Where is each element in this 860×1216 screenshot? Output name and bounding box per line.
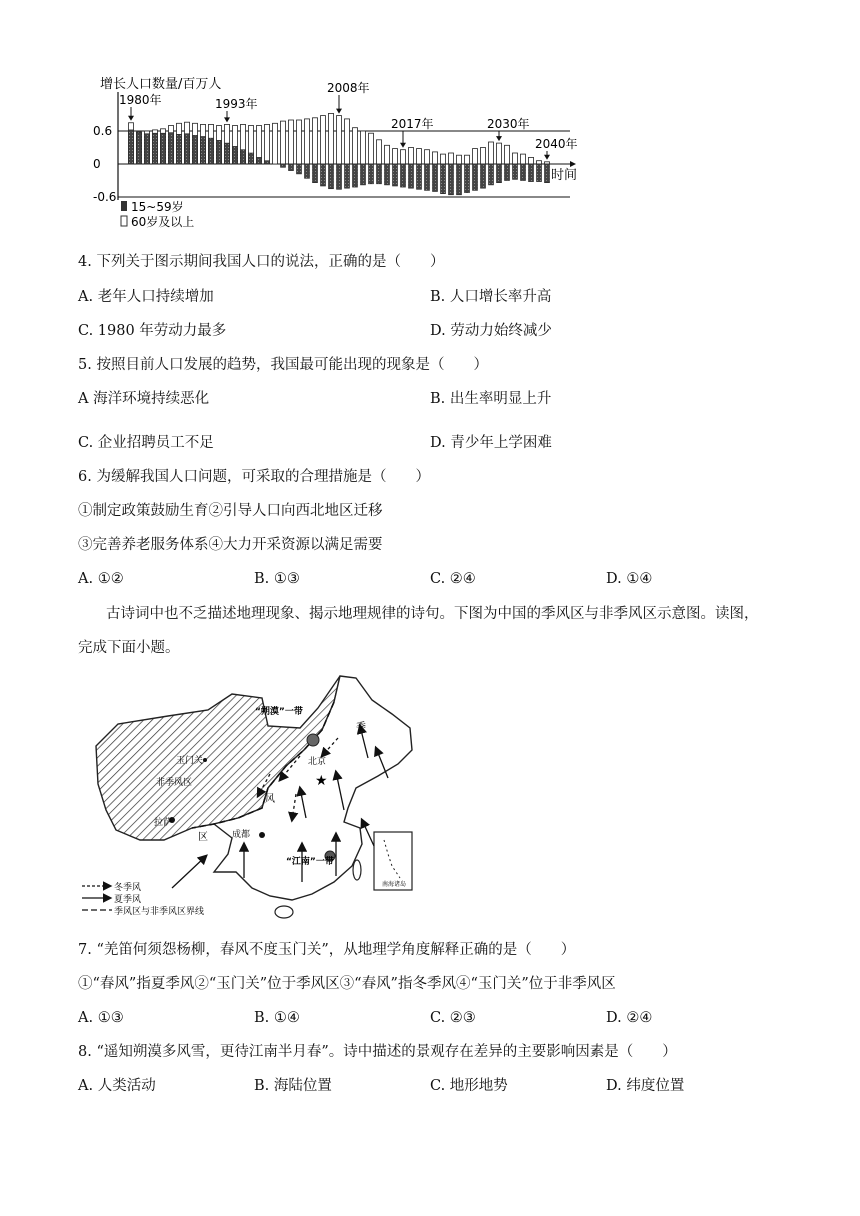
bar-elderly [409, 148, 414, 165]
bar-elderly [465, 155, 470, 164]
bar-working-age [377, 164, 382, 184]
y-tick-label: -0.6 [93, 190, 117, 204]
q6-statement-line2: ③完善养老服务体系④大力开采资源以满足需要 [78, 537, 383, 553]
bar-working-age [361, 164, 366, 185]
bar-working-age [457, 164, 462, 195]
q5-option-a[interactable]: A 海洋环境持续恶化 [78, 391, 210, 407]
bar-elderly [545, 162, 550, 164]
bar-elderly [321, 116, 326, 164]
q6-option-d[interactable]: D. ①④ [606, 571, 653, 587]
bar-elderly [385, 145, 390, 164]
q8-option-d[interactable]: D. 纬度位置 [606, 1078, 685, 1094]
bar-working-age [529, 164, 534, 182]
bar-elderly [417, 149, 422, 164]
bar-working-age [441, 164, 446, 194]
q4-option-a[interactable]: A. 老年人口持续增加 [78, 289, 214, 305]
beijing-star-icon: ★ [315, 773, 328, 789]
q8-option-b[interactable]: B. 海陆位置 [254, 1078, 332, 1094]
label-feng: 风 [265, 794, 275, 805]
q5-stem: 5. 按照目前人口发展的趋势，我国最可能出现的现象是（ ） [78, 357, 488, 373]
bar-elderly [353, 128, 358, 164]
q5-option-d[interactable]: D. 青少年上学困难 [430, 435, 552, 451]
annotation-arrowhead [128, 116, 134, 121]
inset-label: 南海诸岛 [382, 881, 407, 888]
label-jiangnan: “江南”一带 [286, 857, 334, 867]
annotation-arrowhead [400, 143, 406, 148]
bar-working-age [185, 134, 190, 164]
q4-option-b[interactable]: B. 人口增长率升高 [430, 289, 552, 305]
label-chengdu: 成都 [232, 830, 251, 840]
bar-working-age [297, 164, 302, 174]
bar-working-age [161, 133, 166, 164]
map-legend [82, 881, 204, 917]
q6-option-b[interactable]: B. ①③ [254, 571, 300, 587]
bar-working-age [449, 164, 454, 195]
legend-swatch-elderly [121, 216, 127, 226]
bar-elderly [521, 154, 526, 164]
bar-elderly [289, 120, 294, 164]
intro-line1: 古诗词中也不乏描述地理现象、揭示地理规律的诗句。下图为中国的季风区与非季风区示意图。读图， [106, 606, 759, 622]
q5-option-b[interactable]: B. 出生率明显上升 [430, 391, 552, 407]
q6-option-c[interactable]: C. ②④ [430, 571, 476, 587]
bar-working-age [169, 133, 174, 164]
q7-option-d[interactable]: D. ②④ [606, 1010, 653, 1026]
label-qu: 区 [198, 832, 208, 843]
bar-elderly [377, 140, 382, 164]
q6-option-a[interactable]: A. ①② [78, 571, 124, 587]
bar-working-age [217, 140, 222, 164]
q8-option-c[interactable]: C. 地形地势 [430, 1078, 508, 1094]
annotation-arrowhead [336, 109, 342, 114]
hainan-island [275, 906, 293, 918]
bar-elderly [265, 124, 270, 164]
bar-elderly [497, 143, 502, 164]
bar-working-age [537, 164, 542, 182]
legend-summer: 夏季风 [114, 895, 142, 905]
bar-elderly [433, 152, 438, 164]
x-axis-arrow [570, 161, 576, 167]
legend-boundary: 季风区与非季风区界线 [114, 907, 205, 917]
chart-ylabel: 增长人口数量/百万人 [100, 77, 222, 92]
bar-working-age [329, 164, 334, 189]
china-monsoon-map [0, 668, 860, 928]
bar-working-age [281, 164, 286, 167]
year-annotation: 2040年 [535, 137, 578, 151]
bar-working-age [433, 164, 438, 192]
year-annotation: 1980年 [119, 93, 162, 107]
bar-elderly [305, 119, 310, 164]
annotation-arrowhead [496, 136, 502, 141]
bar-working-age [393, 164, 398, 186]
chart-xlabel: 时间 [551, 168, 578, 183]
bar-elderly [449, 153, 454, 164]
bar-working-age [505, 164, 510, 181]
annotation-arrowhead [544, 155, 550, 160]
year-annotation: 1993年 [215, 97, 258, 111]
taiwan-island [353, 860, 361, 880]
bar-working-age [513, 164, 518, 179]
bar-working-age [153, 133, 158, 164]
year-annotation: 2017年 [391, 117, 434, 131]
q7-statement-line: ①“春风”指夏季风②“玉门关”位于季风区③“春风”指冬季风④“玉门关”位于非季风区 [78, 976, 616, 992]
bar-working-age [321, 164, 326, 186]
legend-swatch-working-age [121, 201, 127, 211]
bar-elderly [281, 121, 286, 164]
bar-working-age [257, 157, 262, 164]
label-yumenguan: 玉门关 [176, 756, 204, 766]
bar-elderly [329, 113, 334, 164]
bar-elderly [369, 133, 374, 164]
q8-stem: 8. “遥知朔漠多风雪，更待江南半月春”。诗中描述的景观存在差异的主要影响因素是（ ） [78, 1044, 677, 1060]
bar-elderly [529, 157, 534, 164]
bar-elderly [481, 148, 486, 165]
label-shuomo: “朔漠”一带 [255, 707, 303, 717]
bar-working-age [465, 164, 470, 193]
bar-working-age [369, 164, 374, 184]
bar-elderly [473, 149, 478, 164]
bar-working-age [521, 164, 526, 181]
bar-working-age [417, 164, 422, 189]
q7-stem: 7. “羌笛何须怨杨柳，春风不度玉门关”，从地理学角度解释正确的是（ ） [78, 942, 576, 958]
bar-elderly [425, 150, 430, 164]
bar-working-age [225, 143, 230, 164]
bar-working-age [409, 164, 414, 188]
legend-winter: 冬季风 [114, 883, 142, 893]
bar-working-age [489, 164, 494, 185]
bar-working-age [201, 137, 206, 165]
bar-elderly [273, 123, 278, 164]
bar-working-age [481, 164, 486, 188]
legend-label-elderly: 60岁及以上 [131, 215, 195, 229]
bar-elderly [457, 155, 462, 164]
bar-working-age [305, 164, 310, 178]
shuomo-marker [307, 734, 319, 746]
y-tick-label: 0 [93, 157, 101, 171]
bar-elderly [297, 120, 302, 164]
bar-working-age [137, 132, 142, 164]
year-annotation: 2008年 [327, 81, 370, 95]
q4-option-c[interactable]: C. 1980 年劳动力最多 [78, 323, 227, 339]
bar-working-age [241, 150, 246, 164]
bar-working-age [545, 164, 550, 183]
annotation-arrowhead [224, 117, 230, 122]
q8-option-a[interactable]: A. 人类活动 [78, 1078, 156, 1094]
q6-statement-line1: ①制定政策鼓励生育②引导人口向西北地区迁移 [78, 503, 383, 519]
bar-working-age [249, 153, 254, 164]
bar-working-age [145, 134, 150, 164]
y-tick-label: 0.6 [93, 124, 113, 138]
bar-elderly [345, 119, 350, 164]
bar-elderly [489, 142, 494, 164]
bar-working-age [129, 130, 134, 164]
bar-elderly [441, 154, 446, 164]
yumenguan-marker [203, 758, 207, 762]
bar-elderly [337, 116, 342, 164]
bar-working-age [401, 164, 406, 187]
label-non-monsoon: 非季风区 [156, 778, 193, 788]
year-annotation: 2030年 [487, 117, 530, 131]
label-ji: 季 [356, 722, 366, 733]
bar-working-age [289, 164, 294, 171]
bar-working-age [497, 164, 502, 183]
bar-working-age [313, 164, 318, 183]
bar-elderly [361, 131, 366, 164]
bar-working-age [177, 134, 182, 164]
legend-label-working-age: 15~59岁 [131, 200, 184, 214]
bar-working-age [353, 164, 358, 187]
bar-working-age [265, 161, 270, 164]
q4-stem: 4. 下列关于图示期间我国人口的说法，正确的是（ ） [78, 254, 445, 270]
bar-elderly [401, 150, 406, 164]
intro-line2: 完成下面小题。 [78, 640, 180, 656]
chengdu-marker [259, 832, 265, 838]
bar-working-age [233, 146, 238, 164]
q7-option-c[interactable]: C. ②③ [430, 1010, 476, 1026]
bar-working-age [193, 135, 198, 164]
bar-working-age [473, 164, 478, 190]
q7-option-b[interactable]: B. ①④ [254, 1010, 300, 1026]
label-beijing: 北京 [308, 757, 327, 767]
bar-working-age [385, 164, 390, 185]
bar-working-age [209, 138, 214, 164]
q5-option-c[interactable]: C. 企业招聘员工不足 [78, 435, 214, 451]
population-chart [0, 0, 860, 240]
bar-elderly [393, 149, 398, 164]
bar-elderly [537, 161, 542, 164]
bar-working-age [337, 164, 342, 189]
q6-stem: 6. 为缓解我国人口问题，可采取的合理措施是（ ） [78, 469, 430, 485]
bar-working-age [345, 164, 350, 188]
bar-elderly [313, 118, 318, 164]
q4-option-d[interactable]: D. 劳动力始终减少 [430, 323, 552, 339]
bar-elderly [513, 153, 518, 164]
bar-working-age [425, 164, 430, 190]
q7-option-a[interactable]: A. ①③ [78, 1010, 124, 1026]
bar-elderly [505, 145, 510, 164]
chart-legend [121, 199, 194, 229]
label-lhasa: 拉萨 [154, 818, 173, 828]
